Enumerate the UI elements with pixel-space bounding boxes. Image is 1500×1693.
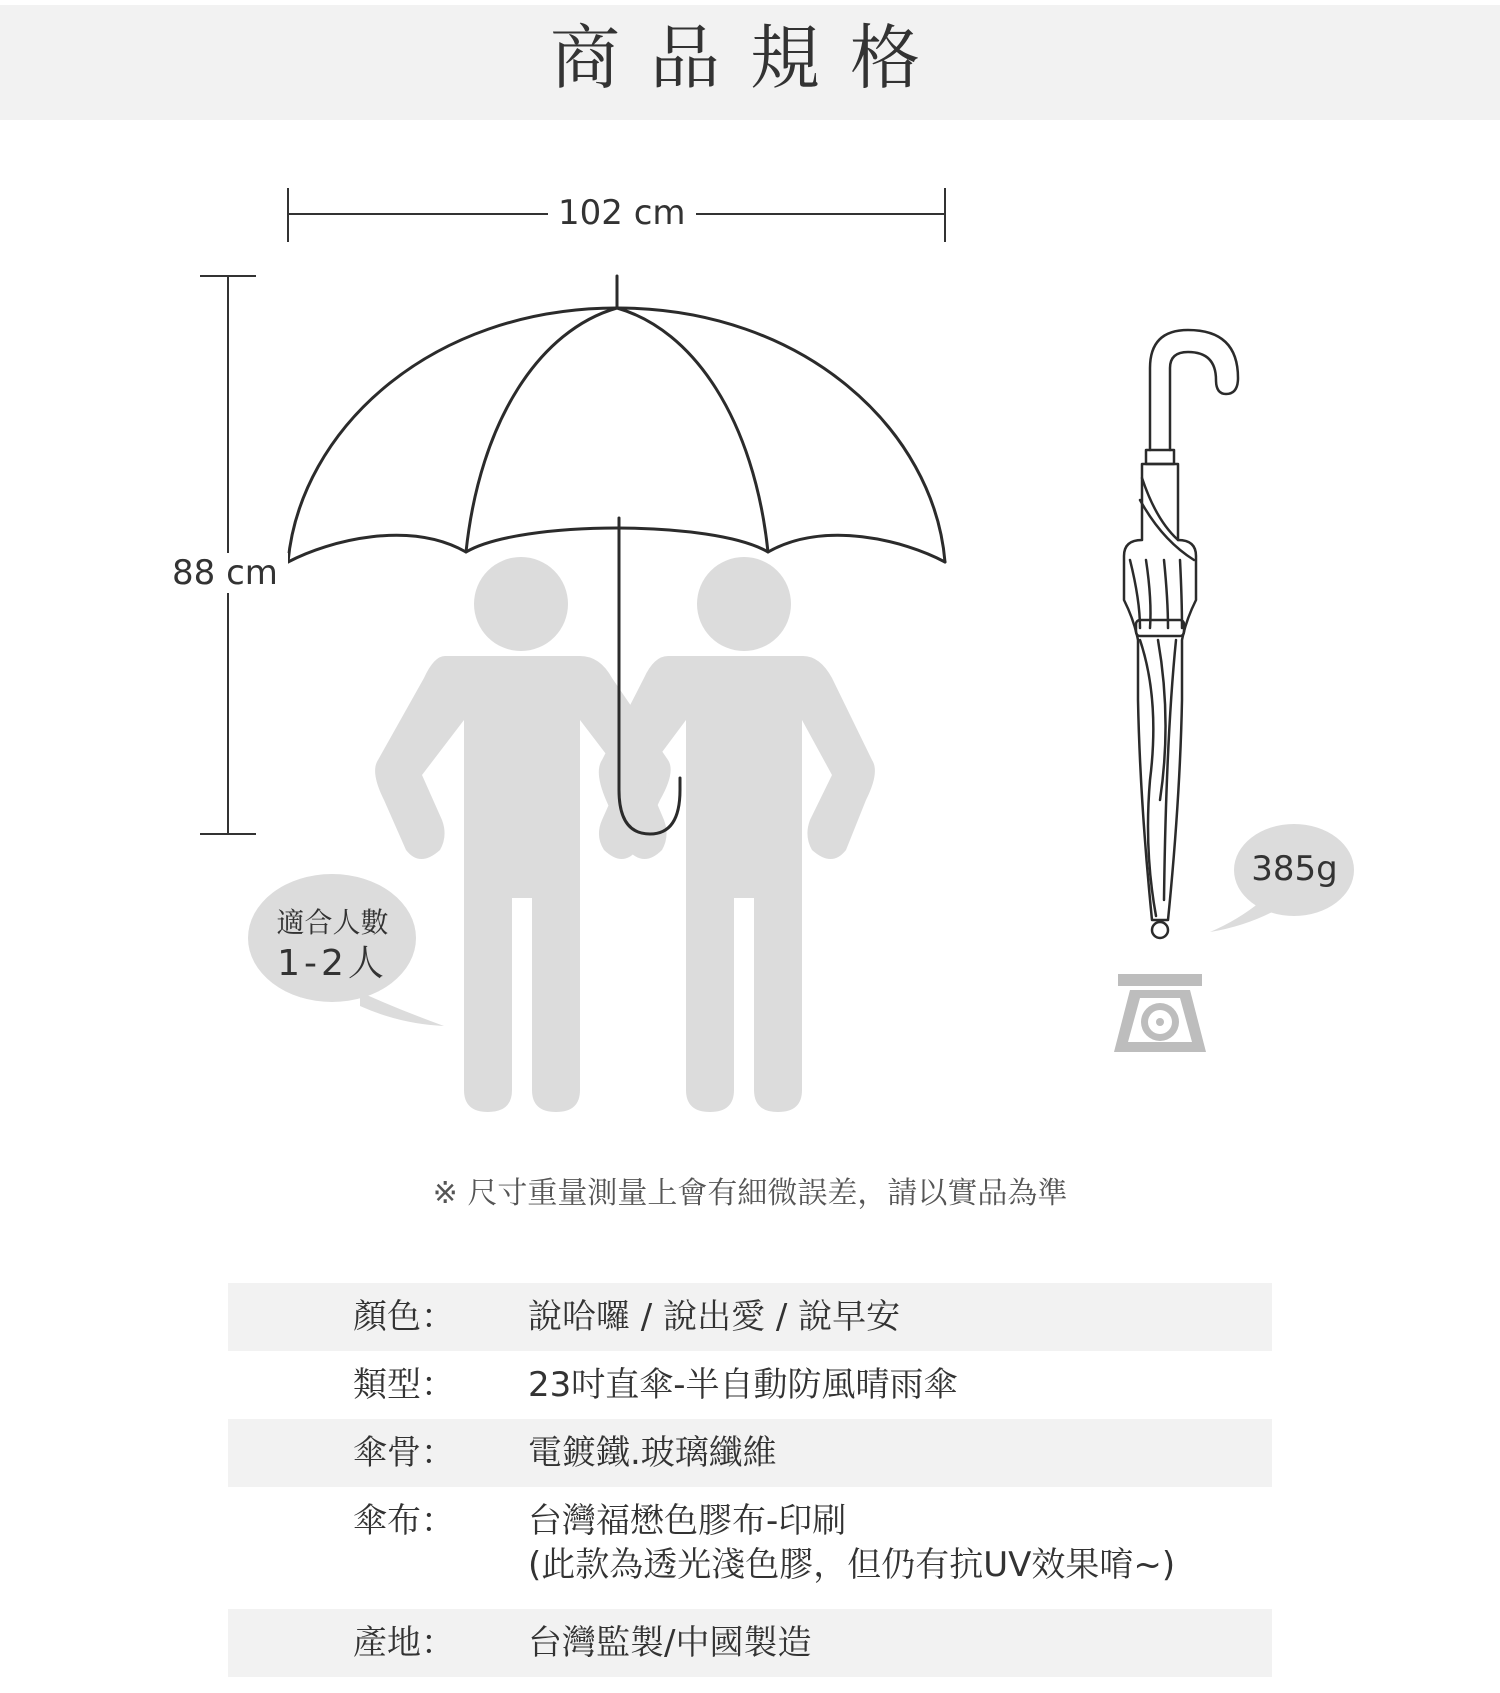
spec-row-frame [228, 1419, 1272, 1487]
capacity-label: 適合人數 [276, 906, 389, 939]
spec-label: 傘布： [353, 1501, 455, 1541]
spec-value [528, 1621, 1272, 1665]
weight-value: 385g [1251, 849, 1338, 889]
umbrella-closed-icon [1124, 330, 1238, 938]
spec-value [528, 1295, 1272, 1339]
spec-label: 顏色： [353, 1297, 455, 1337]
spec-value [528, 1431, 1272, 1475]
measurement-note: ※ 尺寸重量測量上會有細微誤差，請以實品為準 [432, 1176, 1068, 1211]
spec-value [528, 1363, 1272, 1407]
capacity-text [250, 905, 415, 987]
height-label: 88 cm [162, 553, 288, 593]
spec-value-line: 台灣監製/中國製造 [528, 1623, 812, 1663]
spec-row-type [228, 1351, 1272, 1419]
spec-value [528, 1499, 1272, 1587]
spec-value-line: (此款為透光淺色膠，但仍有抗UV效果唷~) [528, 1545, 1176, 1585]
scale-icon [1114, 974, 1206, 1052]
spec-row-fabric [228, 1487, 1272, 1609]
spec-label: 類型： [353, 1365, 455, 1405]
spec-value-line: 23吋直傘-半自動防風晴雨傘 [528, 1365, 958, 1405]
spec-value-line: 說哈囉 / 說出愛 / 說早安 [528, 1297, 901, 1337]
spec-table [228, 1283, 1272, 1677]
spec-value-line: 電鍍鐵.玻璃纖維 [528, 1433, 777, 1473]
spec-label: 產地： [353, 1623, 455, 1663]
capacity-value: 1-2人 [277, 943, 388, 984]
page-title: 商品規格 [550, 17, 950, 99]
spec-label: 傘骨： [353, 1433, 455, 1473]
spec-row-color [228, 1283, 1272, 1351]
spec-row-origin [228, 1609, 1272, 1677]
width-label: 102 cm [548, 193, 696, 233]
spec-value-line: 台灣福懋色膠布-印刷 [528, 1501, 847, 1541]
person-icon [599, 557, 875, 1112]
